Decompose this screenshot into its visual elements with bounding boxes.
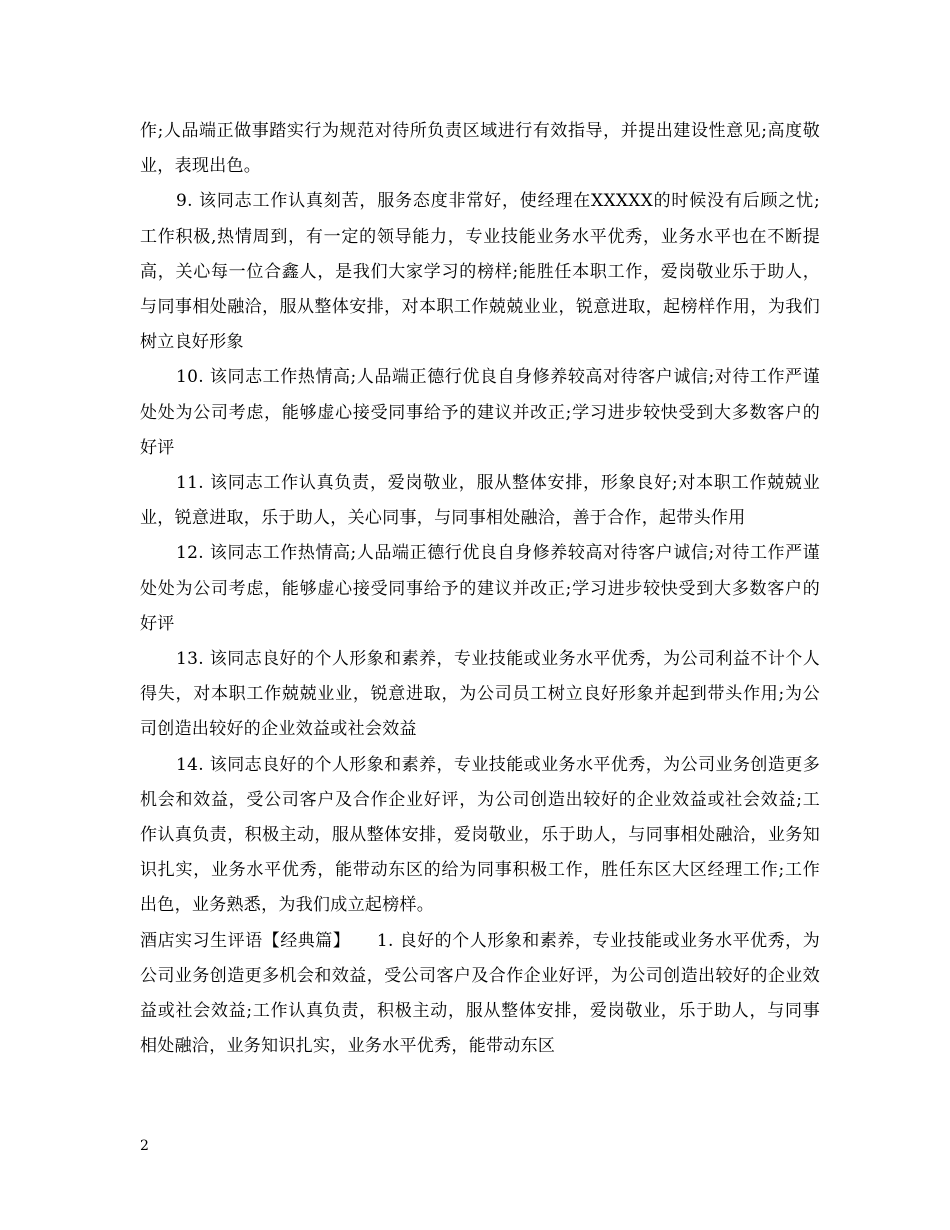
document-body bbox=[140, 114, 820, 1064]
paragraph-item-9: 9. 该同志工作认真刻苦，服务态度非常好，使经理在XXXXX的时候没有后顾之忧;工作积极,热情周到，有一定的领导能力，专业技能业务水平优秀，业务水平也在不断提高，关心每一位合鑫人，是我们大家学习的榜样;能胜任本职工作，爱岗敬业乐于助人，与同事相处融洽，服从整体安排，对本职工作兢兢业业，锐意进取，起榜样作用，为我们树立良好形象 bbox=[140, 191, 820, 353]
paragraph-item-14: 14. 该同志良好的个人形象和素养，专业技能或业务水平优秀，为公司业务创造更多机会和效益，受公司客户及合作企业好评，为公司创造出较好的企业效益或社会效益;工作认真负责，积极主动，服从整体安排，爱岗敬业，乐于助人，与同事相处融洽，业务知识扎实，业务水平优秀，能带动东区的给为同事积极工作，胜任东区大区经理工作;工作出色，业务熟悉，为我们成立起榜样。 bbox=[140, 754, 820, 916]
paragraph-item-11: 11. 该同志工作认真负责，爱岗敬业，服从整体安排，形象良好;对本职工作兢兢业业，锐意进取，乐于助人，关心同事，与同事相处融洽，善于合作，起带头作用 bbox=[140, 473, 820, 529]
page-number: 2 bbox=[140, 1138, 149, 1154]
paragraph-item-12: 12. 该同志工作热情高;人品端正德行优良自身修养较高对待客户诚信;对待工作严谨处处为公司考虑，能够虚心接受同事给予的建议并改正;学习进步较快受到大多数客户的好评 bbox=[140, 543, 820, 634]
paragraph-item-10: 10. 该同志工作热情高;人品端正德行优良自身修养较高对待客户诚信;对待工作严谨处处为公司考虑，能够虚心接受同事给予的建议并改正;学习进步较快受到大多数客户的好评 bbox=[140, 367, 820, 458]
paragraph-hotel-intern-comments: 酒店实习生评语【经典篇】 1. 良好的个人形象和素养，专业技能或业务水平优秀，为公司业务创造更多机会和效益，受公司客户及合作企业好评，为公司创造出较好的企业效益或社会效益;工作认真负责，积极主动，服从整体安排，爱岗敬业，乐于助人，与同事相处融洽，业务知识扎实，业务水平优秀，能带动东区 bbox=[140, 930, 820, 1057]
paragraph-continuation: 作;人品端正做事踏实行为规范对待所负责区域进行有效指导，并提出建设性意见;高度敬业，表现出色。 bbox=[140, 121, 820, 177]
paragraph-item-13: 13. 该同志良好的个人形象和素养，专业技能或业务水平优秀，为公司利益不计个人得失，对本职工作兢兢业业，锐意进取，为公司员工树立良好形象并起到带头作用;为公司创造出较好的企业效益或社会效益 bbox=[140, 649, 820, 740]
